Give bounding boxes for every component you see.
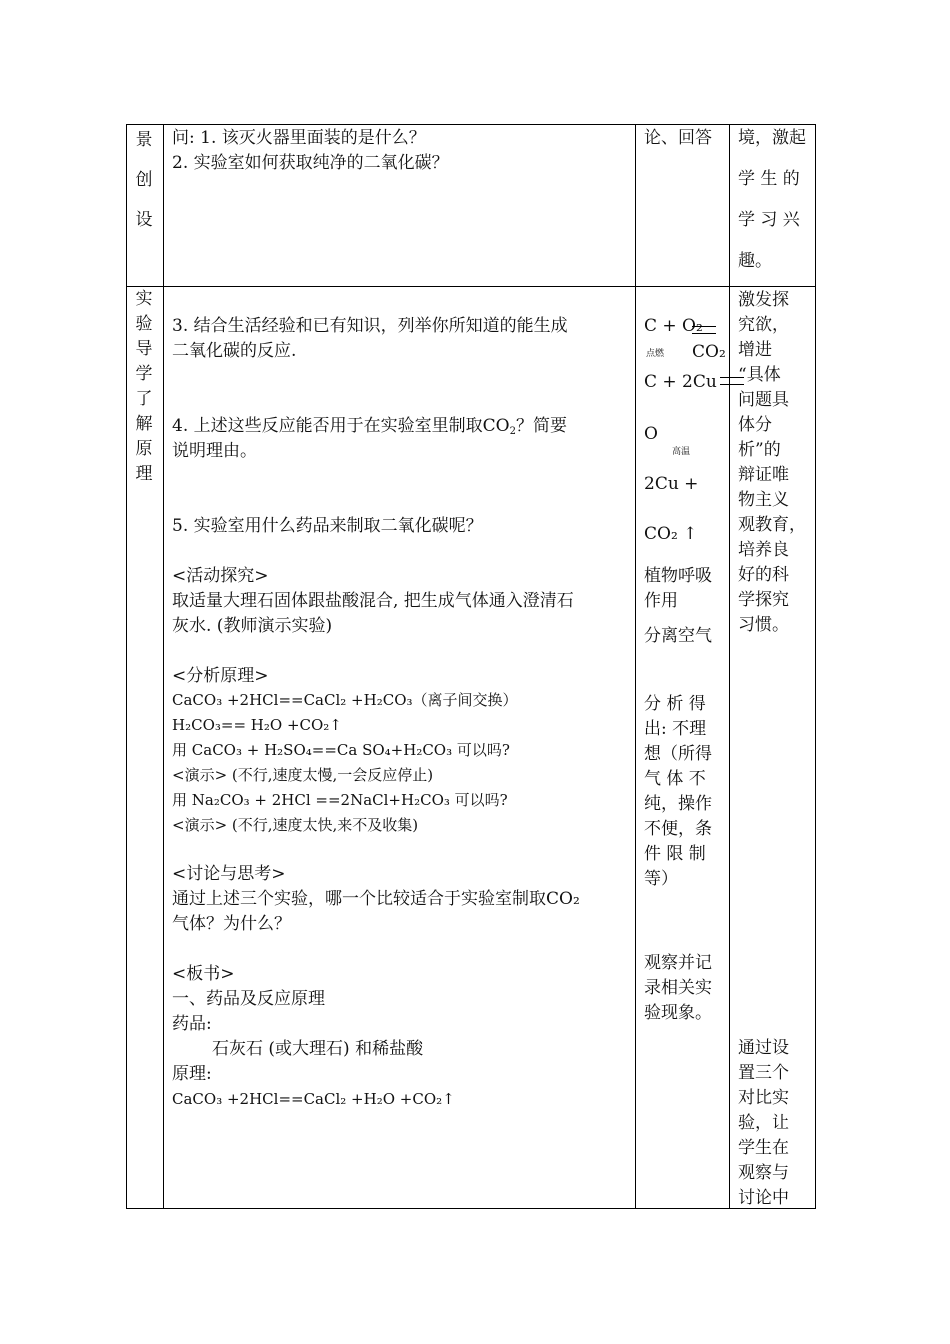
board-drug-label: 药品: (172, 1014, 212, 1034)
purpose-line: 学探究 (738, 590, 789, 610)
stage-char: 景 (135, 130, 153, 150)
reaction-2-cont: CO₂ ↑ (644, 524, 698, 544)
stage-char: 原 (135, 439, 153, 459)
analysis-title: <分析原理> (172, 666, 269, 686)
stage-char: 理 (135, 464, 153, 484)
board-title: <板书> (172, 964, 235, 984)
equation-1: CaCO₃ +2HCl==CaCl₂ +H₂CO₃（离子间交换） (172, 691, 518, 709)
air-separation: 分离空气 (644, 626, 712, 646)
board-heading: 一、药品及反应原理 (172, 989, 325, 1009)
purpose-line: 验，让 (738, 1113, 789, 1133)
question-1: 问: 1. 该灭火器里面装的是什么？ (172, 128, 426, 148)
purpose-line: 问题具 (738, 390, 789, 410)
activity-text: 灰水. (教师演示实验) (172, 616, 333, 636)
stage-char: 解 (135, 414, 153, 434)
reaction-1-condition: 点燃 (646, 349, 665, 359)
purpose-line: 学生在 (738, 1138, 789, 1158)
analysis-line: 件 限 制 (644, 844, 706, 864)
board-principle-label: 原理: (172, 1064, 212, 1084)
purpose-line: 激发探 (738, 290, 789, 310)
observe-line: 验现象。 (644, 1003, 712, 1023)
purpose-line: 习惯。 (738, 615, 789, 635)
reaction-2-condition: 高温 (672, 447, 691, 457)
reaction-1: C + O₂ (644, 316, 703, 336)
analysis-line: 纯，操作 (644, 794, 712, 814)
discuss-text: 通过上述三个实验，哪一个比较适合于实验室制取CO₂ (172, 889, 580, 909)
equals-sign (692, 326, 716, 334)
demo-1: <演示> (不行,速度太慢,一会反应停止) (172, 766, 434, 784)
stage-char: 学 (135, 364, 153, 384)
purpose-line: 通过设 (738, 1038, 789, 1058)
analysis-line: 出: 不理 (644, 719, 707, 739)
purpose-line: 学 习 兴 (738, 210, 800, 230)
reaction-2-cont: O (644, 424, 658, 444)
purpose-line: 趣。 (738, 251, 772, 271)
purpose-line: 境，激起 (738, 128, 806, 148)
discuss-title: <讨论与思考> (172, 864, 286, 884)
reaction-2-cont: 2Cu + (644, 474, 699, 494)
purpose-line: 辩证唯 (738, 465, 789, 485)
purpose-line: 对比实 (738, 1088, 789, 1108)
equation-3: 用 CaCO₃ + H₂SO₄==Ca SO₄+H₂CO₃ 可以吗? (172, 741, 510, 759)
question-4: 4. 上述这些反应能否用于在实验室里制取$CO_2$？简要 (172, 416, 567, 437)
question-2: 2. 实验室如何获取纯净的二氧化碳？ (172, 153, 449, 173)
stage-char: 设 (135, 210, 153, 230)
student-activity: 论、回答 (644, 128, 712, 148)
observe-line: 观察并记 (644, 953, 712, 973)
purpose-line: 讨论中 (738, 1188, 789, 1208)
purpose-line: 观察与 (738, 1163, 789, 1183)
purpose-line: 学 生 的 (738, 169, 800, 189)
analysis-line: 气 体 不 (644, 769, 706, 789)
purpose-line: 好的科 (738, 565, 789, 585)
plant-respiration: 植物呼吸 (644, 566, 712, 586)
analysis-line: 不便，条 (644, 819, 712, 839)
purpose-line: 究欲， (738, 315, 789, 335)
equation-4: 用 Na₂CO₃ + 2HCl ==2NaCl+H₂CO₃ 可以吗? (172, 791, 508, 809)
question-3: 3. 结合生活经验和已有知识，列举你所知道的能生成 (172, 316, 568, 336)
stage-char: 验 (135, 314, 153, 334)
demo-2: <演示> (不行,速度太快,来不及收集) (172, 816, 419, 834)
lesson-table (126, 124, 816, 1009)
purpose-line: 培养良 (738, 540, 789, 560)
purpose-line: “具体 (738, 365, 781, 385)
purpose-line: 析”的 (738, 440, 781, 460)
equation-2: H₂CO₃== H₂O +CO₂↑ (172, 716, 342, 734)
analysis-line: 分 析 得 (644, 694, 706, 714)
stage-char: 导 (135, 339, 153, 359)
purpose-line: 观教育， (738, 515, 806, 535)
question-3-cont: 二氧化碳的反应. (172, 341, 297, 361)
purpose-line: 增进 (738, 340, 772, 360)
question-4-cont: 说明理由。 (172, 441, 257, 461)
analysis-line: 想（所得 (644, 744, 712, 764)
stage-char: 了 (135, 389, 153, 409)
question-5: 5. 实验室用什么药品来制取二氧化碳呢？ (172, 516, 483, 536)
board-drug: 石灰石 (或大理石) 和稀盐酸 (212, 1039, 424, 1059)
plant-respiration: 作用 (644, 591, 678, 611)
purpose-line: 体分 (738, 415, 772, 435)
activity-title: <活动探究> (172, 566, 269, 586)
stage-char: 创 (135, 170, 153, 190)
analysis-line: 等） (644, 869, 678, 889)
stage-char: 实 (135, 289, 153, 309)
reaction-2: C + 2Cu (644, 372, 717, 392)
observe-line: 录相关实 (644, 978, 712, 998)
discuss-text: 气体？为什么？ (172, 914, 291, 934)
activity-text: 取适量大理石固体跟盐酸混合, 把生成气体通入澄清石 (172, 591, 574, 611)
board-equation: CaCO₃ +2HCl==CaCl₂ +H₂O +CO₂↑ (172, 1090, 455, 1108)
purpose-line: 物主义 (738, 490, 789, 510)
purpose-line: 置三个 (738, 1063, 789, 1083)
reaction-1-product: CO₂ (692, 342, 726, 362)
